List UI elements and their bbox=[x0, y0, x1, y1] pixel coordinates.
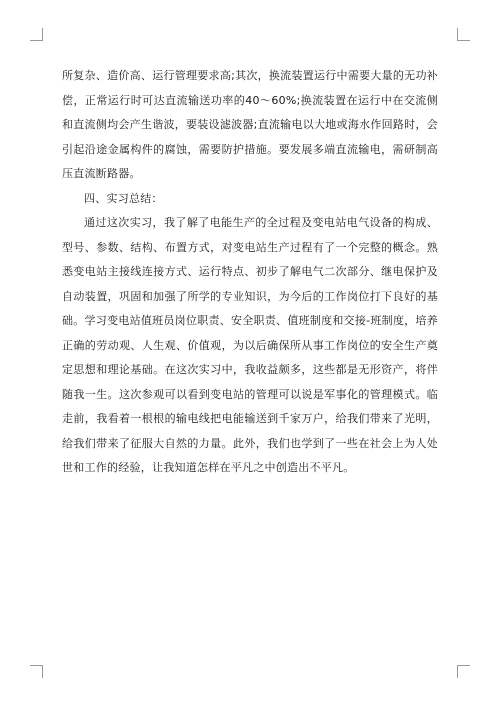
crop-mark-bottom-right bbox=[457, 665, 470, 678]
document-body bbox=[62, 64, 438, 481]
crop-mark-top-left bbox=[30, 28, 43, 41]
continued-paragraph: 所复杂、造价高、运行管理要求高;其次，换流装置运行中需要大量的无功补偿，正常运行时可达直流输送功率的40～60%;换流装置在运行中在交流侧和直流侧均会产生谐波，要装设滤波器;直流输电以大地或海水作回路时，会引起沿途金属构件的腐蚀，需要防护措施。要发展多端直流输电，需研制高压直流断路器。 bbox=[62, 69, 438, 180]
crop-mark-top-right bbox=[457, 28, 470, 41]
section-heading: 四、实习总结： bbox=[84, 191, 163, 205]
summary-paragraph: 通过这次实习，我了解了电能生产的全过程及变电站电气设备的构成、型号、参数、结构、布置方式，对变电站生产过程有了一个完整的概念。熟悉变电站主接线连接方式、运行特点、初步了解电气二次部分、继电保护及自动装置，巩固和加强了所学的专业知识，为今后的工作岗位打下良好的基础。学习变电站值班员岗位职责、安全职责、值班制度和交接-班制度，培养正确的劳动观、人生观、价值观，为以后确保所从事工作岗位的安全生产奠定思想和理论基础。在这次实习中，我收益颇多，这些都是无形资产，将伴随我一生。这次参观可以看到变电站的管理可以说是军事化的管理模式。临走前，我看着一根根的输电线把电能输送到千家万户，给我们带来了光明，给我们带来了征服大自然的力量。此外，我们也学到了一些在社会上为人处世和工作的经验，让我知道怎样在平凡之中创造出不平凡。 bbox=[62, 216, 438, 474]
crop-mark-bottom-left bbox=[30, 665, 43, 678]
